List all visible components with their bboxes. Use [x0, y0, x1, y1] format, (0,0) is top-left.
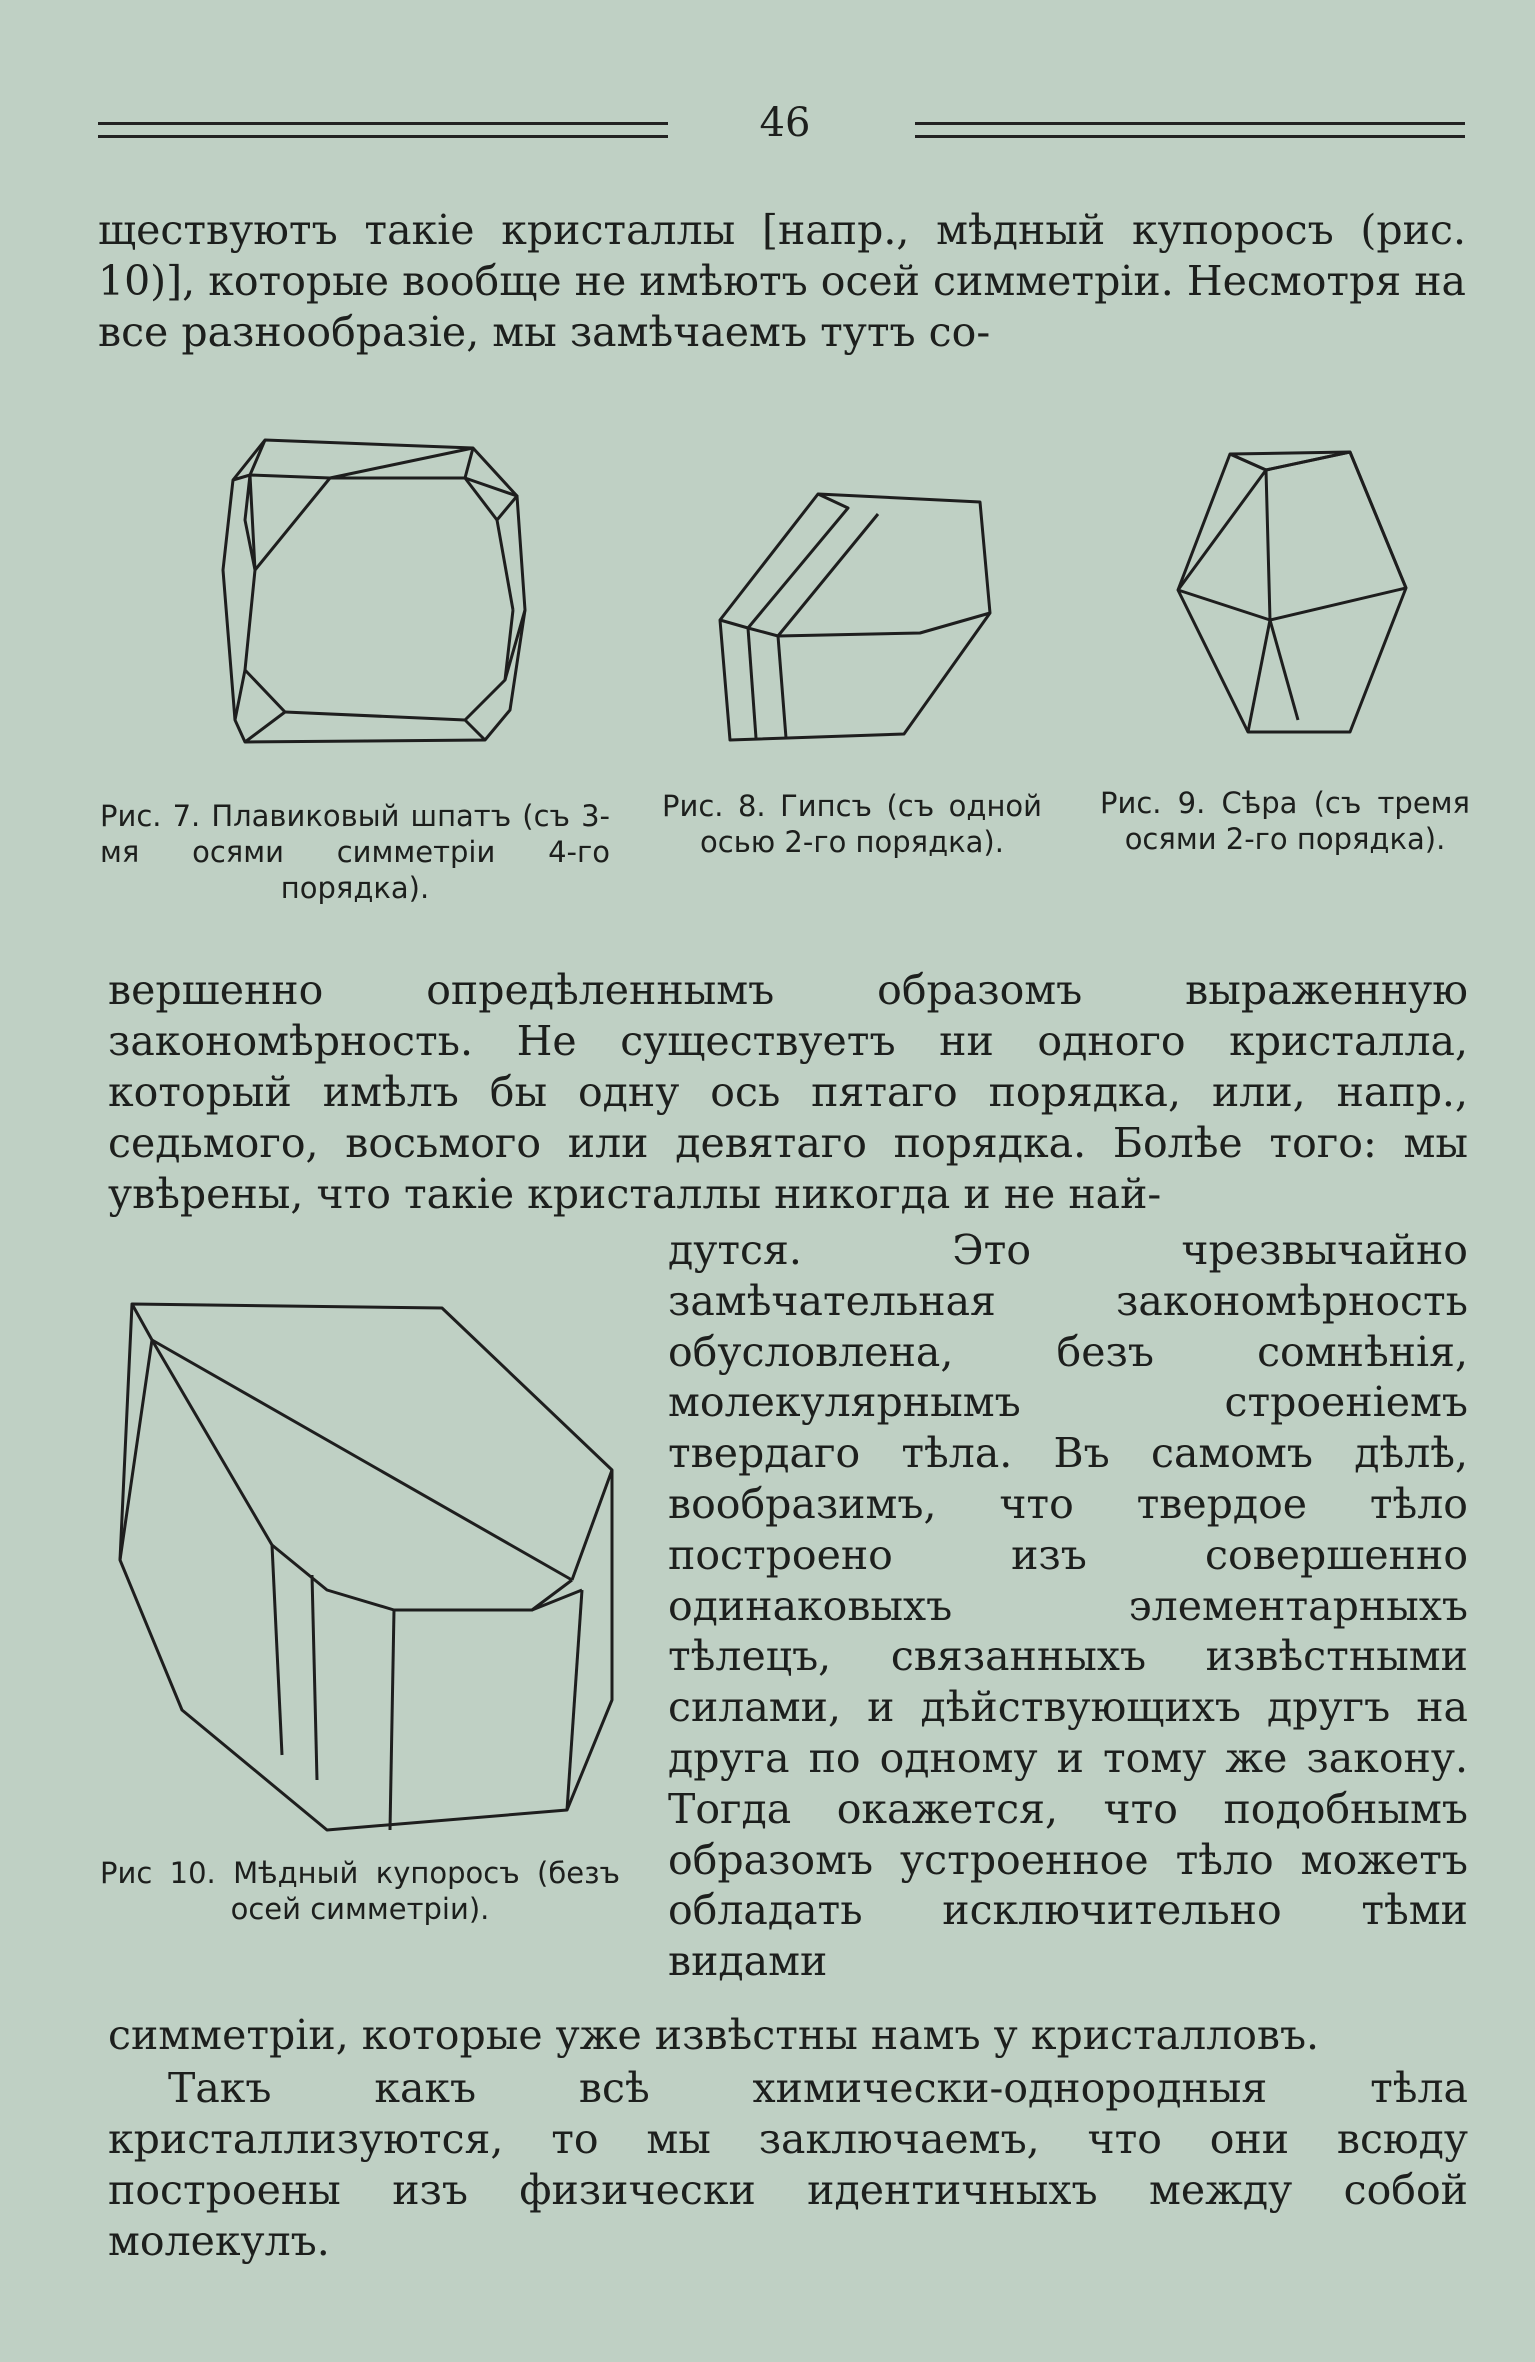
figure-10-caption: Рис 10. Мѣдный купоросъ (безъ осей симметріи).: [100, 1856, 620, 1926]
figure-9-sulfur-crystal: [1170, 440, 1420, 740]
figure-10-copper-sulfate-crystal: [112, 1290, 622, 1840]
figure-9-caption: Рис. 9. Сѣра (съ тремя осями 2-го порядка).: [1100, 786, 1470, 856]
header-rule-left: [98, 122, 668, 138]
header-rule-right: [915, 122, 1465, 138]
figure-8-gypsum-crystal: [708, 488, 998, 743]
figure-8-caption: Рис. 8. Гипсъ (съ одной осью 2-го порядка).: [662, 789, 1042, 859]
paragraph-last: Такъ какъ всѣ химически-однородныя тѣла кристаллизуются, то мы заключаемъ, что они всюду построены изъ физически идентичныхъ между собой молекулъ.: [108, 2064, 1468, 2265]
figure-7-caption: Рис. 7. Плавиковый шпатъ (съ 3-мя осями симметріи 4-го порядка).: [100, 799, 610, 905]
page-number: 46: [759, 100, 811, 146]
figure-7-fluorite-crystal: [215, 420, 535, 750]
paragraph-top: ществуютъ такіе кристаллы [напр., мѣдный купоросъ (рис. 10)], которые вообще не имѣютъ осей симметріи. Несмотря на все разнообразіе, мы замѣчаемъ тутъ со-: [98, 206, 1466, 356]
paragraph-side: дутся. Это чрезвычайно замѣчательная закономѣрность обусловлена, безъ сомнѣнія, молекулярнымъ строеніемъ твердаго тѣла. Въ самомъ дѣлѣ, вообразимъ, что твердое тѣло построено изъ совершенно одинаковыхъ элементарныхъ тѣлецъ, связанныхъ извѣстными силами, и дѣйствующихъ другъ на друга по одному и тому же закону. Тогда окажется, что подобнымъ образомъ устроенное тѣло можетъ обладать исключительно тѣми видами: [668, 1226, 1468, 1986]
paragraph-continuation: симметріи, которые уже извѣстны намъ у кристалловъ.: [108, 2011, 1320, 2059]
paragraph-middle: вершенно опредѣленнымъ образомъ выраженную закономѣрность. Не существуетъ ни одного кристалла, который имѣлъ бы одну ось пятаго порядка, или, напр., седьмого, восьмого или девятаго порядка. Болѣе того: мы увѣрены, что такіе кристаллы никогда и не най-: [108, 966, 1468, 1218]
